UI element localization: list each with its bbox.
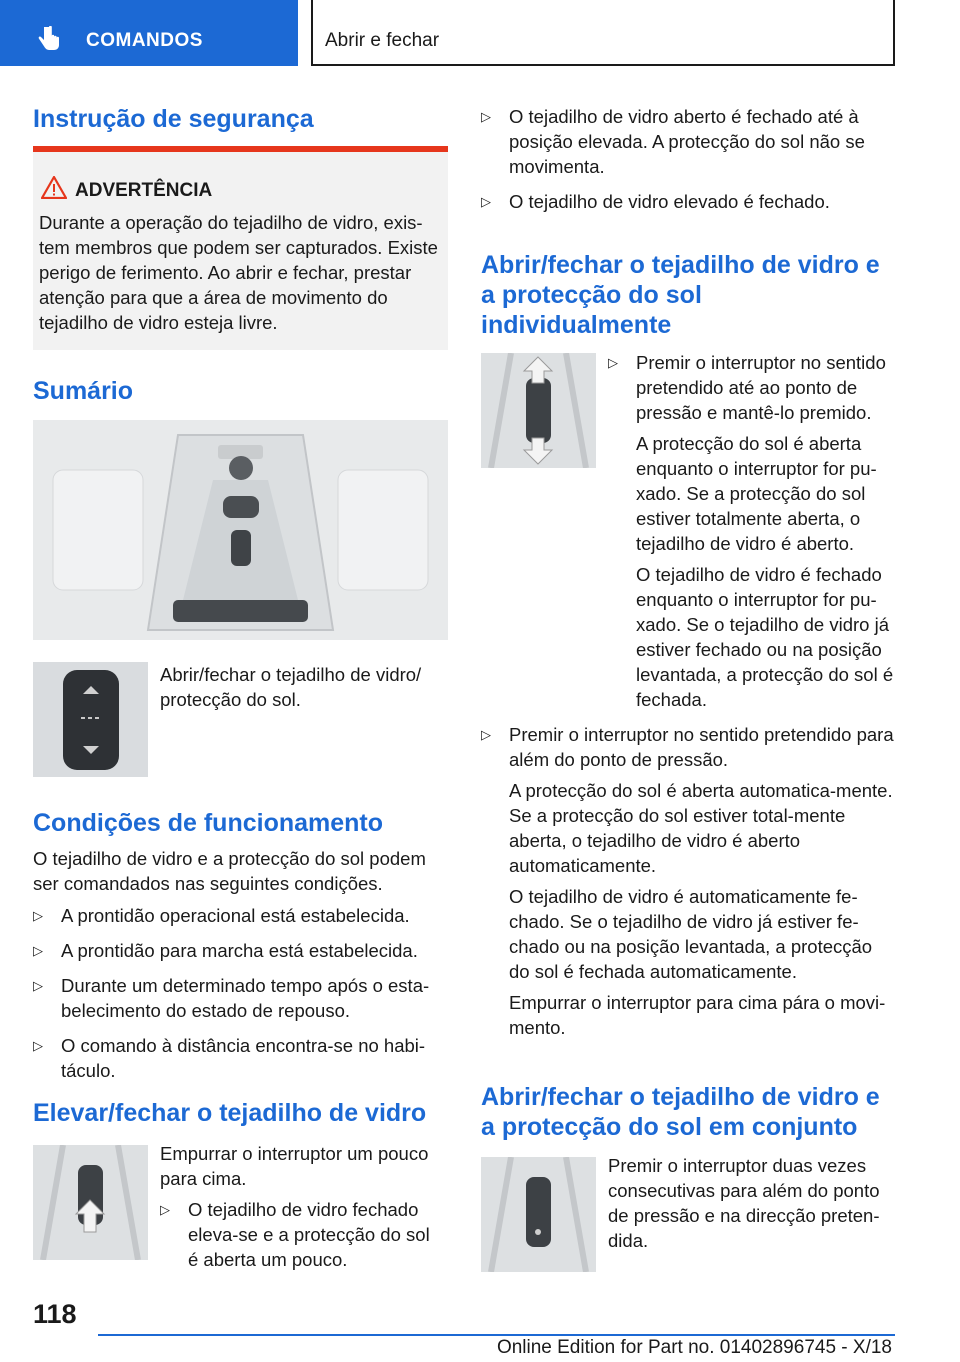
- list-item: ▷ O tejadilho de vidro fechado eleva-se e a protecção do sol é aberta um pouco.: [160, 1199, 430, 1270]
- list-item: ▷ A prontidão operacional está estabelecida.: [33, 905, 410, 926]
- triangle-bullet-icon: ▷: [481, 194, 491, 209]
- summary-caption: Abrir/fechar o tejadilho de vidro/ protecção do sol.: [160, 664, 422, 710]
- list-item: ▷ Premir o interruptor no sentido pretendido até ao ponto de pressão e mantê-lo premido. A protecção do sol é aberta enquanto o interruptor for pu-xado. Se a protecção do sol estiver totalmente aberta, o tejadilho de vidro é aberto. O tejadilho de vidro é fechado enquanto o interruptor for pu-xado. Se o tejadilho de vidro já estiver fechado ou na posição levantada, a protecção do sol é fechada.: [608, 352, 894, 710]
- list-item: ▷ Durante um determinado tempo após o esta-belecimento do estado de repouso.: [33, 975, 430, 1021]
- warning-triangle-icon: [41, 176, 67, 199]
- list-item: ▷ A prontidão para marcha está estabelecida.: [33, 940, 418, 961]
- individual-switch-photo: [481, 353, 596, 468]
- triangle-bullet-icon: ▷: [33, 943, 43, 958]
- raise-heading: Elevar/fechar o tejadilho de vidro: [33, 1099, 427, 1127]
- conditions-intro: O tejadilho de vidro e a protecção do sol podem ser comandados nas seguintes condições.: [33, 848, 426, 894]
- switch-photo: [33, 662, 148, 777]
- triangle-bullet-icon: ▷: [481, 727, 491, 742]
- list-item: ▷ Premir o interruptor no sentido pretendido para além do ponto de pressão. A protecção do sol é aberta automatica-mente. Se a protecção do sol estiver total-mente aberta, o tejadilho de vidro é aberto automaticamente. O tejadilho de vidro é automaticamente fe-chado. Se o tejadilho de vidro já estiver fe-chado ou na posição levantada, a protecção do sol é fechada automaticamente. Empurrar o interruptor para cima pára o movi-mento.: [481, 724, 894, 1038]
- footer-edition: Online Edition for Part no. 01402896745 - X/18: [496, 1337, 892, 1358]
- warning-text: Durante a operação do tejadilho de vidro, exis-tem membros que podem ser capturados. Existe perigo de ferimento. Ao abrir e fechar, prestar atenção para que a área de movimento do tejadilho de vidro esteja livre.: [39, 212, 438, 333]
- warning-title: ADVERTÊNCIA: [75, 180, 213, 201]
- triangle-bullet-icon: ▷: [481, 109, 491, 124]
- section-tab[interactable]: [0, 0, 298, 66]
- page-header-title: Abrir e fechar: [325, 30, 440, 51]
- section-label: COMANDOS: [86, 30, 203, 51]
- triangle-bullet-icon: ▷: [33, 1038, 43, 1053]
- raise-switch-photo: [33, 1145, 148, 1260]
- safety-heading: Instrução de segurança: [33, 105, 314, 133]
- page-number: 118: [33, 1299, 77, 1329]
- roof-console-illustration: [33, 420, 448, 640]
- raise-intro: Empurrar o interruptor um pouco para cima.: [160, 1143, 429, 1189]
- conditions-list: [33, 903, 448, 1093]
- individual-heading: Abrir/fechar o tejadilho de vidro e a protecção do sol individualmente: [481, 251, 880, 339]
- together-switch-photo: [481, 1157, 596, 1272]
- triangle-bullet-icon: ▷: [33, 978, 43, 993]
- together-heading: Abrir/fechar o tejadilho de vidro e a protecção do sol em conjunto: [481, 1083, 880, 1141]
- list-item: ▷ O tejadilho de vidro elevado é fechado.: [481, 191, 830, 212]
- triangle-bullet-icon: ▷: [160, 1202, 170, 1217]
- triangle-bullet-icon: ▷: [608, 355, 618, 370]
- raise-list: [160, 1197, 445, 1282]
- roof-console-photo: [33, 420, 448, 640]
- list-item: ▷ O comando à distância encontra-se no habi-táculo.: [33, 1035, 426, 1081]
- together-text: Premir o interruptor duas vezes consecutivas para além do ponto de pressão e na direcção preten-dida.: [608, 1155, 880, 1251]
- list-item: ▷ O tejadilho de vidro aberto é fechado até à posição elevada. A protecção do sol não se movimenta.: [481, 106, 865, 177]
- warning-box: [33, 146, 448, 350]
- summary-heading: Sumário: [33, 377, 134, 405]
- individual-list-2: [481, 722, 896, 1050]
- hand-pointer-icon: [38, 26, 60, 52]
- triangle-bullet-icon: ▷: [33, 908, 43, 923]
- conditions-heading: Condições de funcionamento: [33, 809, 384, 837]
- individual-list-1: [608, 350, 898, 722]
- top-list: [481, 104, 896, 224]
